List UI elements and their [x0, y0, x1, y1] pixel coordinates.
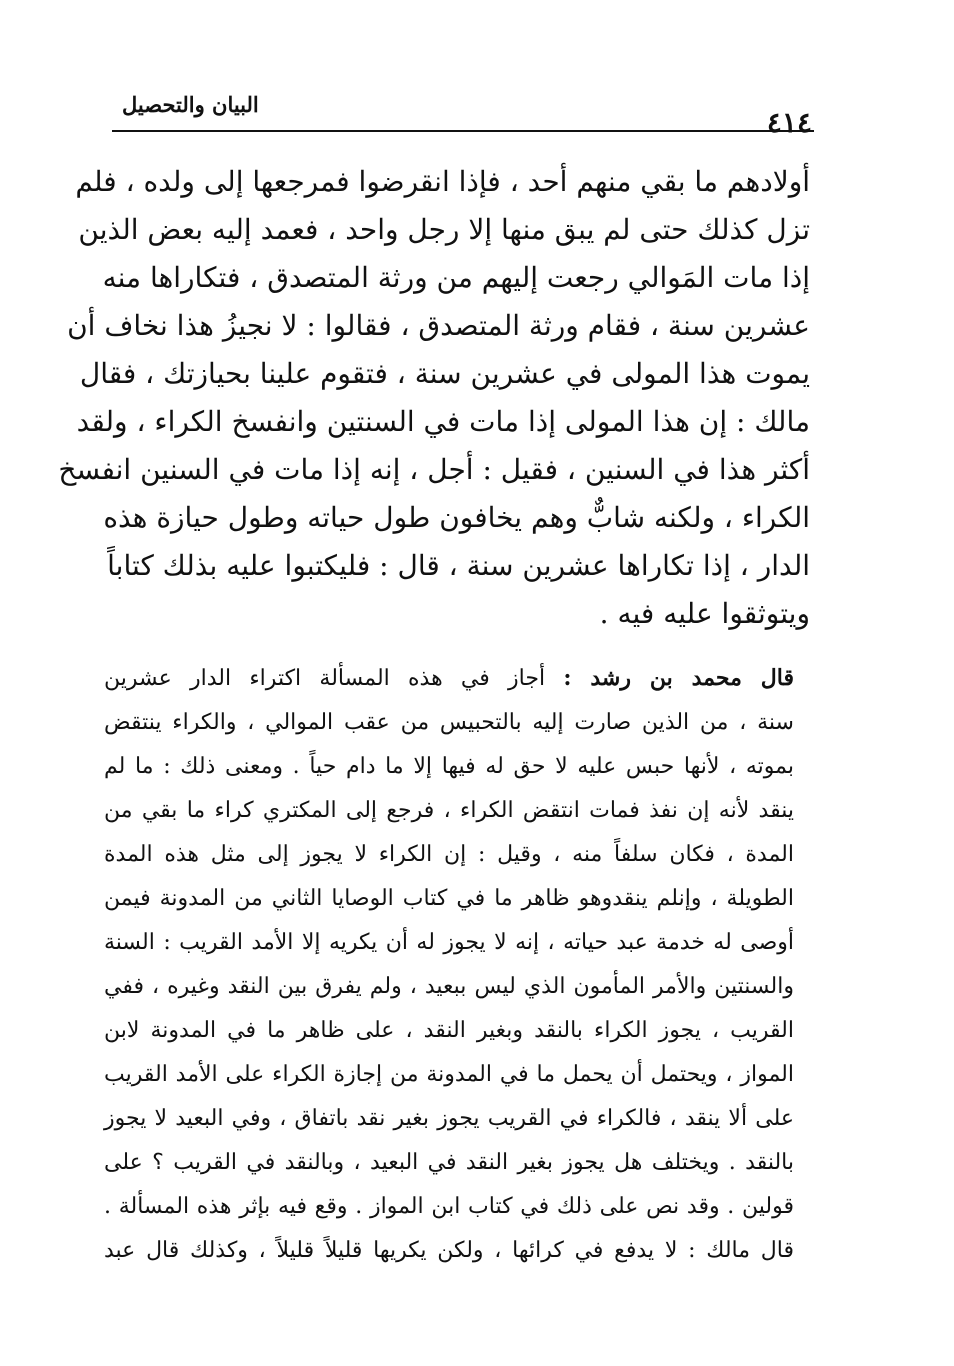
commentary-lead: قال محمد بن رشد : — [563, 665, 794, 691]
text-line: يموت هذا المولى في عشرين سنة ، فتقوم علينا بحيازتك ، فقال — [79, 357, 810, 390]
upper-paragraph — [58, 158, 810, 638]
text-line: المدة ، فكان سلفاً منه ، وقيل : إن الكراء لا يجوز إلى مثل هذه المدة — [104, 842, 794, 867]
text-line: على ألا ينقد ، فالكراء في القريب يجوز بغير نقد باتفاق ، وفي البعيد لا يجوز — [104, 1106, 794, 1131]
page-number: ٤١٤ — [766, 106, 812, 139]
text-line: أولادهم ما بقي منهم أحد ، فإذا انقرضوا فمرجعها إلى ولده ، فلم — [75, 165, 810, 198]
text-line: الطويلة ، وإنلم ينقدوهو ظاهر ما في كتاب الوصايا الثاني من المدونة فيمن — [104, 886, 794, 911]
text-line: الكراء ، ولكنه شابٌّ وهم يخافون طول حياته وطول حيازة هذه — [103, 501, 810, 534]
text-line: قولين . وقد نص على ذلك في كتاب ابن المواز . وقع فيه بإثر هذه المسألة . — [104, 1194, 794, 1219]
text-line: أكثر هذا في السنين ، فقيل : أجل ، إنه إذا مات في السنين انفسخ — [58, 453, 810, 486]
commentary-first-line-text: أجاز في هذه المسألة اكتراء الدار عشرين — [104, 666, 546, 691]
text-line: الدار ، إذا تكاراها عشرين سنة ، قال : فليكتبوا عليه بذلك كتاباً — [107, 549, 810, 582]
text-line: عشرين سنة ، فقام ورثة المتصدق ، فقالوا : لا نجيزُ هذا نخاف أن — [67, 309, 810, 342]
text-line: والسنتين والأمر المأمون الذي ليس ببعيد ، ولم يفرق بين النقد وغيره ، ففي — [104, 974, 794, 999]
text-line: القريب ، يجوز الكراء بالنقد وبغير النقد ، على ظاهر ما في المدونة لابن — [104, 1018, 794, 1043]
text-line: قال مالك : لا يدفع في كرائها ، ولكن يكريها قليلاً قليلاً ، وكذلك قال عبد — [104, 1238, 794, 1263]
text-line: ينقد لأنه إن نفذ فمات انتقض الكراء ، فرجع إلى المكتري كراء ما بقي من — [104, 798, 794, 823]
header-rule — [112, 130, 814, 132]
text-line: أوصى له خدمة عبد حياته ، إنه لا يجوز له أن يكريه إلا الأمد القريب : السنة — [104, 930, 794, 955]
text-line: المواز ، ويحتمل أن يحمل ما في المدونة من إجازة الكراء على الأمد القريب — [104, 1062, 794, 1087]
text-line: بالنقد . ويختلف هل يجوز بغير النقد في البعيد ، وبالنقد في القريب ؟ على — [104, 1150, 794, 1175]
text-line: مالك : إن هذا المولى إذا مات في السنتين وانفسخ الكراء ، ولقد — [76, 405, 810, 438]
text-line: تزل كذلك حتى لم يبق منها إلا رجل واحد ، فعمد إليه بعض الذين — [78, 213, 810, 246]
page-header — [112, 86, 812, 139]
text-line: بموته ، لأنها حبس عليه لا حق له فيها إلا ما دام حياً . ومعنى ذلك : ما لم — [104, 754, 794, 779]
text-line: إذا مات المَوالي رجعت إليهم من ورثة المتصدق ، فتكاراها منه — [102, 261, 810, 294]
running-title: البيان والتحصيل — [122, 92, 259, 117]
text-line: سنة ، من الذين صارت إليه بالتحبيس من عقب الموالي ، والكراء ينتقض — [104, 710, 794, 735]
commentary-first-line — [104, 656, 794, 701]
text-line: ويتوثقوا عليه فيه . — [599, 597, 810, 630]
commentary-paragraph — [104, 656, 794, 1273]
